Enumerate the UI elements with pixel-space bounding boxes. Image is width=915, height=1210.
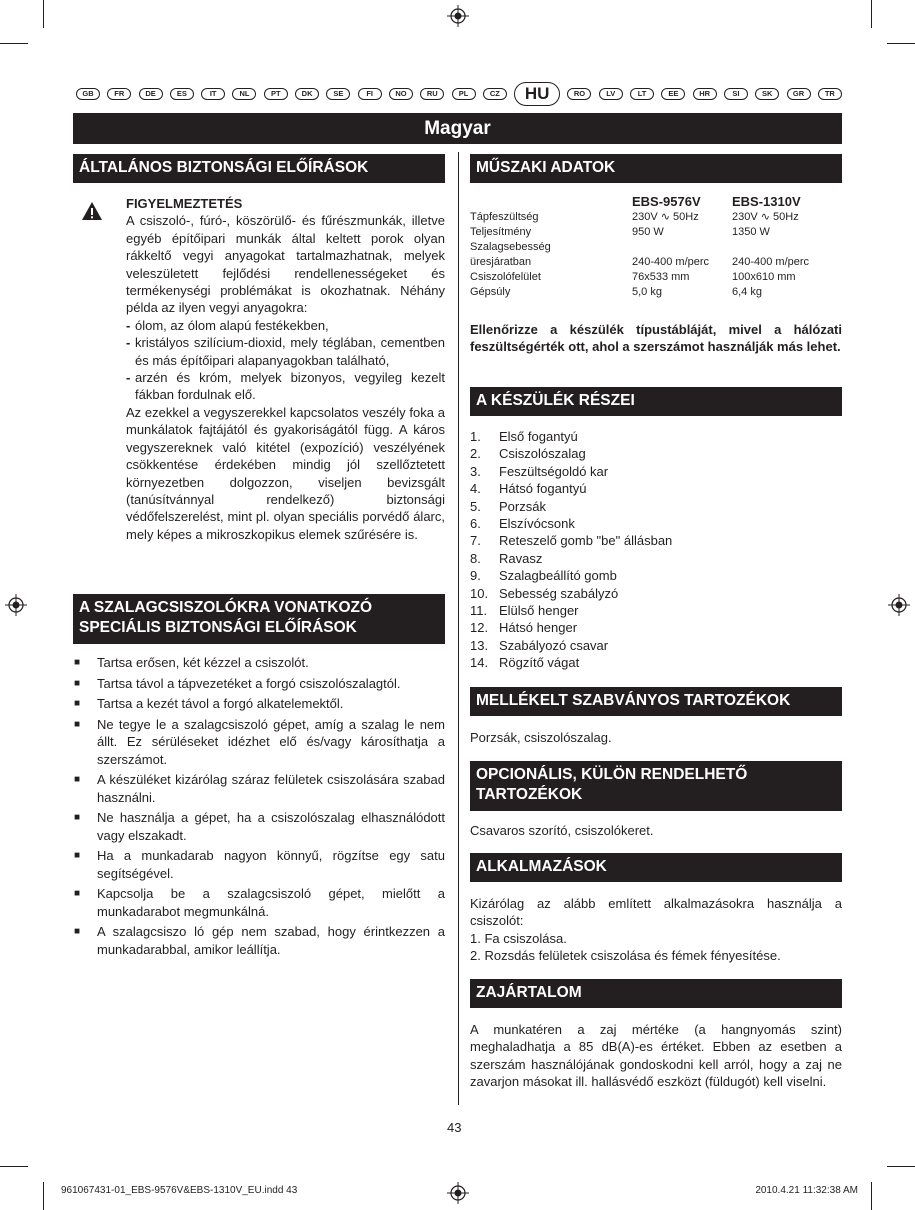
crop-mark xyxy=(0,1166,28,1167)
list-item xyxy=(470,567,672,584)
page-number: 43 xyxy=(447,1120,462,1135)
example-item: - kristályos szilícium-dioxid, mely téglában, cementben és más építőipari alapanyagokban található, xyxy=(126,335,445,368)
language-badge-nl: NL xyxy=(232,88,256,100)
spec-row xyxy=(470,240,842,255)
language-badge-sk: SK xyxy=(755,88,779,100)
list-item: ■ A szalagcsiszo ló gép nem szabad, hogy érintkezzen a munkadarabbal, amikor leállítja. xyxy=(74,924,445,957)
footer-timestamp: 2010.4.21 11:32:38 AM xyxy=(755,1185,858,1196)
language-badge-de: DE xyxy=(139,88,163,100)
list-item xyxy=(470,480,672,497)
list-item-text: Ha a munkadarab nagyon könnyű, rögzítse egy satu segítségével. xyxy=(97,848,445,881)
part-name: Reteszelő gomb "be" állásban xyxy=(499,533,673,549)
list-item-text: Tartsa erősen, két kézzel a csiszolót. xyxy=(97,655,309,670)
list-item: ■ Ha a munkadarab nagyon könnyű, rögzítse egy satu segítségével. xyxy=(74,848,445,881)
list-item-text: Tartsa a kezét távol a forgó alkatelemektől. xyxy=(97,696,344,712)
spec-value: 5,0 kg xyxy=(632,286,662,298)
list-item: ■ Tartsa a kezét távol a forgó alkatelemektől. xyxy=(73,695,445,712)
crop-mark xyxy=(887,43,915,44)
language-badge-fr: FR xyxy=(107,88,131,100)
general-safety-heading: ÁLTALÁNOS BIZTONSÁGI ELŐÍRÁSOK xyxy=(73,154,445,183)
language-badge-lv: LV xyxy=(599,88,623,100)
crop-mark xyxy=(887,1166,915,1167)
example-text: ólom, az ólom alapú festékekben, xyxy=(135,317,329,333)
spec-value: 230V ∿ 50Hz xyxy=(632,211,699,223)
language-selector-row xyxy=(76,81,842,107)
language-badge-pt: PT xyxy=(264,88,288,100)
part-number: 7. xyxy=(470,533,481,549)
noise-text: A munkatéren a zaj mértéke (a hangnyomás szint) meghaladhatja a 85 dB(A)-es értéket. Ebben az esetben a szerszám használójának gondoskodni kell arról, hogy a zaj ne zavarjon másokat ill. hallásvédő eszközt (füldugót) kell viselni. xyxy=(470,1022,842,1090)
list-item-text: A szalagcsiszo ló gép nem szabad, hogy érintkezzen a munkadarabbal, amikor leállítja. xyxy=(97,924,445,957)
spec-row xyxy=(470,210,842,225)
list-item xyxy=(470,602,672,619)
language-badge-se: SE xyxy=(326,88,350,100)
language-badge-lt: LT xyxy=(630,88,654,100)
crop-mark xyxy=(871,0,872,28)
crop-mark xyxy=(0,43,28,44)
registration-mark-icon xyxy=(447,5,469,27)
tech-data-note: Ellenőrizze a készülék típustábláját, mivel a hálózati feszültségérték ott, ahol a szerszámot használják más lehet. xyxy=(470,322,842,355)
list-item-text: Tartsa távol a tápvezetéket a forgó csiszolószalagtól. xyxy=(97,675,401,691)
language-badge-hu-active: HU xyxy=(514,82,560,106)
list-item: ■ Ne használja a gépet, ha a csiszolószalag elhasználódott vagy elszakadt. xyxy=(74,810,445,843)
spec-row xyxy=(470,270,842,285)
part-number: 8. xyxy=(470,550,481,566)
spec-row xyxy=(470,285,842,300)
language-badge-cz: CZ xyxy=(483,88,507,100)
language-badge-si: SI xyxy=(724,88,748,100)
list-item-text: A készüléket kizárólag száraz felületek csiszolására szabad használni. xyxy=(97,772,445,805)
spec-value: 240-400 m/perc xyxy=(732,256,810,268)
warning-closing: Az ezekkel a vegyszerekkel kapcsolatos veszély foka a munkálatok fajtájától és gyakoriságától függ. A káros vegyszereknek való kitétel (expozíció) veszélyének csökkentése érdekében mindig jól szellőztetett környezetben dolgozzon, viseljen bevizsgált (tanúsítvánnyal rendelkező) biztonsági védőfelszerelést, mint pl. olyan speciális porvédő álarc, mely képes a mikroszkopikus elemek szűrésére is. xyxy=(126,404,445,542)
list-item xyxy=(470,428,672,445)
part-name: Elülső henger xyxy=(499,603,579,619)
example-text: kristályos szilícium-dioxid, mely téglában, cementben és más építőipari alapanyagokban található, xyxy=(135,335,445,368)
optional-heading-line1: OPCIONÁLIS, KÜLÖN RENDELHETŐ xyxy=(476,766,748,783)
part-number: 4. xyxy=(470,481,481,497)
accessories-heading: MELLÉKELT SZABVÁNYOS TARTOZÉKOK xyxy=(470,687,842,716)
list-item: ■ Tartsa távol a tápvezetéket a forgó csiszolószalagtól. xyxy=(73,675,445,692)
part-name: Szalagbeállító gomb xyxy=(499,568,617,584)
model-name: EBS-9576V xyxy=(632,194,701,209)
footer-file-name: 961067431-01_EBS-9576V&EBS-1310V_EU.indd 43 xyxy=(61,1185,298,1196)
spec-row xyxy=(470,225,842,240)
special-safety-list xyxy=(73,654,445,961)
application-item: 2. Rozsdás felületek csiszolása és fémek fényesítése. xyxy=(470,948,781,964)
optional-heading-line2: TARTOZÉKOK xyxy=(476,786,583,803)
part-name: Első fogantyú xyxy=(499,429,578,444)
list-item xyxy=(470,445,672,462)
language-badge-hr: HR xyxy=(693,88,717,100)
special-safety-heading-line1: A SZALAGCSISZOLÓKRA VONATKOZÓ xyxy=(79,599,373,616)
application-item: 1. Fa csiszolása. xyxy=(470,930,567,946)
list-item-text: Ne használja a gépet, ha a csiszolószalag elhasználódott vagy elszakadt. xyxy=(97,810,445,843)
part-number: 10. xyxy=(470,585,489,601)
list-item xyxy=(470,515,672,532)
warning-block xyxy=(126,195,445,543)
example-item: - ólom, az ólom alapú festékekben, xyxy=(126,317,445,334)
model-name: EBS-1310V xyxy=(732,194,801,209)
noise-heading: ZAJÁRTALOM xyxy=(470,979,842,1008)
crop-mark xyxy=(871,1182,872,1210)
part-name: Hátsó fogantyú xyxy=(499,481,587,497)
warning-intro: A csiszoló-, fúró-, köszörülő- és fűrészmunkák, illetve egyéb építőipari munkák által keltett porok olyan rákkeltő vegyi anyagokat tartalmazhatnak, melyek veleszületett fejlődési rendellenességeket és termékenységi problémákat is okozhatnak. Néhány példa az ilyen vegyi anyagokra: xyxy=(126,213,445,316)
list-item xyxy=(470,654,672,671)
spec-value: 100x610 mm xyxy=(732,271,796,283)
list-item-text: Kapcsolja be a szalagcsiszoló gépet, mielőtt a munkadarabot megmunkálná. xyxy=(97,886,445,919)
crop-mark xyxy=(43,0,44,28)
part-number: 14. xyxy=(470,655,489,671)
spec-label: Teljesítmény xyxy=(470,226,532,238)
applications-block xyxy=(470,895,842,965)
part-name: Elszívócsonk xyxy=(499,516,575,532)
language-badge-it: IT xyxy=(201,88,225,100)
column-divider xyxy=(458,152,459,1105)
language-badge-es: ES xyxy=(170,88,194,100)
language-badge-gr: GR xyxy=(787,88,811,100)
spec-value: 240-400 m/perc xyxy=(632,256,710,268)
part-number: 11. xyxy=(470,603,488,619)
language-badge-dk: DK xyxy=(295,88,319,100)
part-number: 6. xyxy=(470,516,481,532)
registration-mark-icon xyxy=(447,1182,469,1204)
warning-triangle-icon xyxy=(81,201,103,221)
part-number: 1. xyxy=(470,429,481,444)
language-badge-tr: TR xyxy=(818,88,842,100)
list-item xyxy=(470,498,672,515)
part-number: 2. xyxy=(470,446,481,462)
part-name: Hátsó henger xyxy=(499,620,578,636)
spec-value: 230V ∿ 50Hz xyxy=(732,211,799,223)
crop-mark xyxy=(43,1182,44,1210)
spec-row xyxy=(470,255,842,270)
list-item: ■ A készüléket kizárólag száraz felületek csiszolására szabad használni. xyxy=(74,772,445,805)
part-name: Rögzítő vágat xyxy=(499,655,580,671)
spec-value xyxy=(732,240,842,255)
special-safety-heading xyxy=(73,594,445,644)
language-badge-gb: GB xyxy=(76,88,100,100)
list-item xyxy=(470,550,672,567)
spec-label: üresjáratban xyxy=(470,256,532,268)
spec-value xyxy=(632,240,732,255)
spec-label: Szalagsebesség xyxy=(470,241,551,253)
part-name: Csiszolószalag xyxy=(499,446,586,462)
parts-heading: A KÉSZÜLÉK RÉSZEI xyxy=(470,387,842,416)
part-name: Feszültségoldó kar xyxy=(499,463,609,479)
part-number: 12. xyxy=(470,620,489,636)
optional-accessories-heading xyxy=(470,761,842,811)
special-safety-heading-line2: SPECIÁLIS BIZTONSÁGI ELŐÍRÁSOK xyxy=(79,619,357,636)
accessories-text: Porzsák, csiszolószalag. xyxy=(470,730,612,745)
example-item: - arzén és króm, melyek bizonyos, vegyileg kezelt fákban fordulnak elő. xyxy=(126,370,445,403)
language-badge-ee: EE xyxy=(661,88,685,100)
part-number: 9. xyxy=(470,568,481,584)
list-item xyxy=(470,532,672,549)
applications-intro: Kizárólag az alább említett alkalmazásokra használja a csiszolót: xyxy=(470,896,842,929)
part-name: Szabályozó csavar xyxy=(499,637,609,653)
list-item: ■ Kapcsolja be a szalagcsiszoló gépet, mielőtt a munkadarabot megmunkálná. xyxy=(74,886,445,919)
part-name: Ravasz xyxy=(499,550,543,566)
part-number: 5. xyxy=(470,498,481,514)
language-badge-pl: PL xyxy=(452,88,476,100)
tech-data-heading: MŰSZAKI ADATOK xyxy=(470,154,842,183)
language-badge-fi: FI xyxy=(358,88,382,100)
list-item: ■ Ne tegye le a szalagcsiszoló gépet, amíg a szalag le nem állt. Ez sérüléseket idézhet elő és/vagy károsíthatja a szerszámot. xyxy=(74,716,445,767)
warning-title: FIGYELMEZTETÉS xyxy=(126,196,243,211)
list-item: ■ Tartsa erősen, két kézzel a csiszolót. xyxy=(73,654,445,671)
optional-accessories-text: Csavaros szorító, csiszolókeret. xyxy=(470,823,654,838)
registration-mark-icon xyxy=(5,594,27,616)
language-badge-ru: RU xyxy=(420,88,444,100)
spec-label: Csiszolófelület xyxy=(470,271,541,283)
spec-value: 950 W xyxy=(632,226,664,238)
registration-mark-icon xyxy=(888,594,910,616)
spec-value: 6,4 kg xyxy=(732,286,762,298)
page-title: Magyar xyxy=(73,113,842,144)
spec-label: Tápfeszültség xyxy=(470,211,539,223)
parts-list xyxy=(470,428,672,672)
part-name: Porzsák xyxy=(499,498,546,514)
spec-value: 1350 W xyxy=(732,226,770,238)
example-text: arzén és króm, melyek bizonyos, vegyileg kezelt fákban fordulnak elő. xyxy=(135,370,445,403)
list-item-text: Ne tegye le a szalagcsiszoló gépet, amíg a szalag le nem állt. Ez sérüléseket idézhet elő és/vagy károsíthatja a szerszámot. xyxy=(97,716,445,767)
part-number: 3. xyxy=(470,463,481,479)
spec-value: 76x533 mm xyxy=(632,271,690,283)
part-number: 13. xyxy=(470,637,489,653)
list-item xyxy=(470,637,672,654)
list-item xyxy=(470,463,672,480)
list-item xyxy=(470,585,672,602)
list-item xyxy=(470,619,672,636)
spec-label: Gépsúly xyxy=(470,286,511,298)
part-name: Sebesség szabályzó xyxy=(499,585,619,601)
language-badge-no: NO xyxy=(389,88,413,100)
applications-heading: ALKALMAZÁSOK xyxy=(470,853,842,882)
spec-table xyxy=(470,194,842,300)
language-badge-ro: RO xyxy=(567,88,591,100)
spec-header-row xyxy=(470,194,842,210)
